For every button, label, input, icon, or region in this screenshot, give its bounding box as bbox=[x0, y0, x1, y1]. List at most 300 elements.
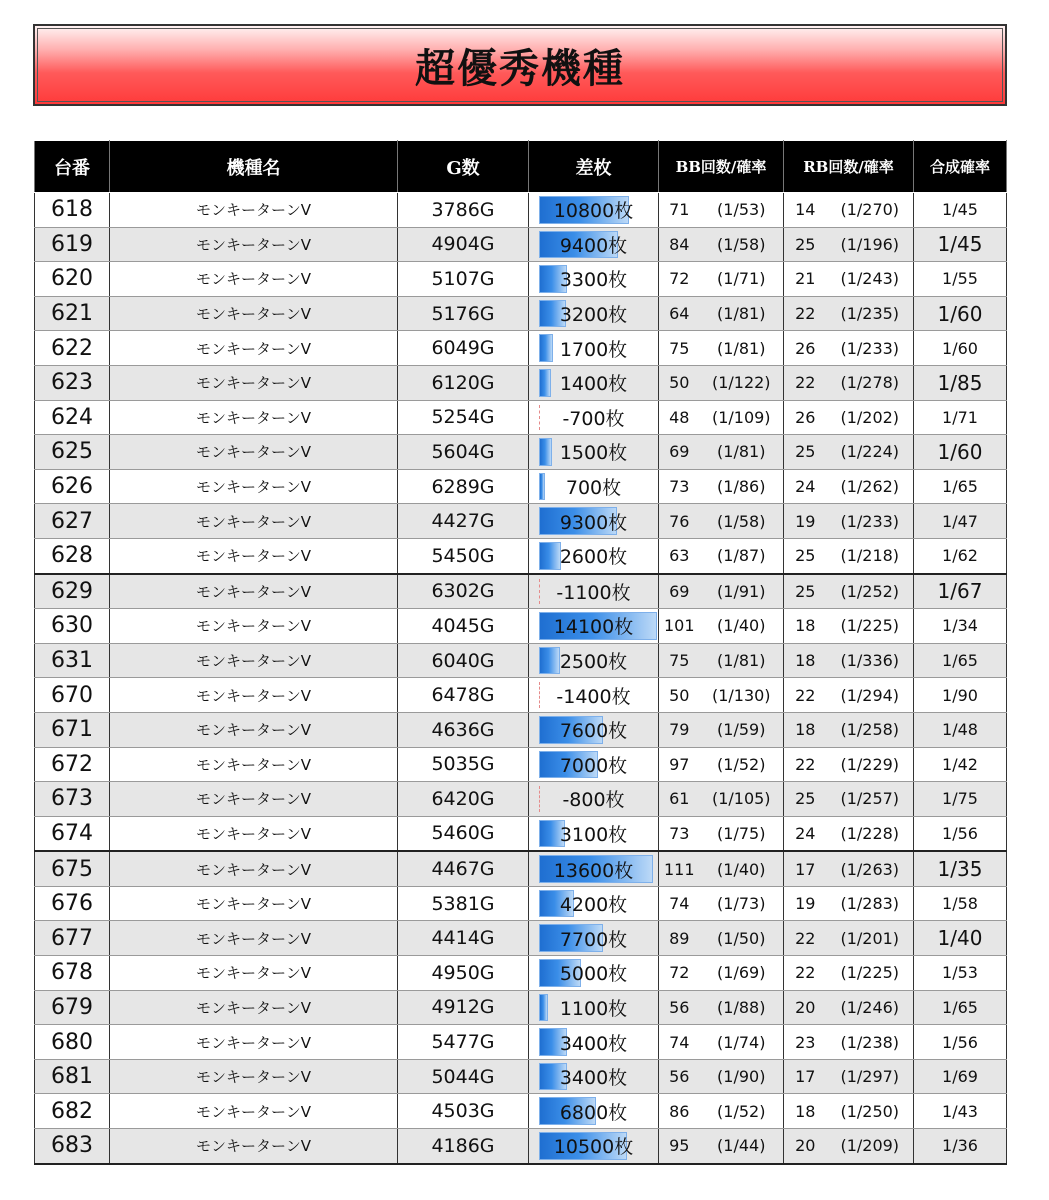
game-count-cell: 6049G bbox=[398, 331, 529, 366]
coin-diff-cell bbox=[529, 365, 659, 400]
machine-number-cell: 676 bbox=[35, 886, 110, 921]
game-count-cell: 6302G bbox=[398, 574, 529, 609]
bb-probability-cell: (1/44) bbox=[700, 1129, 784, 1164]
bb-probability-cell: (1/91) bbox=[700, 574, 784, 609]
coin-diff-bar bbox=[539, 334, 553, 362]
coin-diff-cell bbox=[529, 678, 659, 713]
bb-count-cell: 56 bbox=[659, 1059, 700, 1094]
rb-count-cell: 22 bbox=[784, 956, 827, 991]
rb-count-cell: 23 bbox=[784, 1025, 827, 1060]
rb-probability-cell: (1/209) bbox=[827, 1129, 914, 1164]
machine-number-cell: 620 bbox=[35, 262, 110, 297]
rb-count-cell: 26 bbox=[784, 400, 827, 435]
machine-name-cell: モンキーターンV bbox=[110, 296, 398, 331]
header-bb: BB回数/確率 bbox=[659, 141, 784, 193]
machine-name-cell: モンキーターンV bbox=[110, 262, 398, 297]
machine-number-cell: 626 bbox=[35, 469, 110, 504]
machine-name-cell: モンキーターンV bbox=[110, 1094, 398, 1129]
machine-number-cell: 627 bbox=[35, 504, 110, 539]
bb-count-cell: 74 bbox=[659, 886, 700, 921]
bb-probability-cell: (1/40) bbox=[700, 609, 784, 644]
coin-diff-text: -800枚 bbox=[562, 789, 625, 812]
table-row bbox=[35, 193, 1007, 228]
bb-probability-cell: (1/58) bbox=[700, 227, 784, 262]
machine-number-cell: 677 bbox=[35, 921, 110, 956]
coin-diff-text: -700枚 bbox=[562, 407, 625, 430]
game-count-cell: 5450G bbox=[398, 538, 529, 573]
combined-probability-cell: 1/35 bbox=[914, 851, 1007, 886]
rb-count-cell: 22 bbox=[784, 365, 827, 400]
coin-diff-text: 14100枚 bbox=[553, 616, 634, 639]
machine-number-cell: 630 bbox=[35, 609, 110, 644]
table-row bbox=[35, 538, 1007, 573]
machine-number-cell: 680 bbox=[35, 1025, 110, 1060]
coin-diff-bar bbox=[539, 438, 552, 466]
rb-probability-cell: (1/243) bbox=[827, 262, 914, 297]
bb-count-cell: 73 bbox=[659, 469, 700, 504]
table-row bbox=[35, 574, 1007, 609]
bb-probability-cell: (1/130) bbox=[700, 678, 784, 713]
coin-diff-cell bbox=[529, 538, 659, 573]
rb-probability-cell: (1/225) bbox=[827, 956, 914, 991]
rb-probability-cell: (1/228) bbox=[827, 816, 914, 851]
table-row bbox=[35, 816, 1007, 851]
bb-probability-cell: (1/81) bbox=[700, 331, 784, 366]
rb-probability-cell: (1/235) bbox=[827, 296, 914, 331]
bb-count-cell: 63 bbox=[659, 538, 700, 573]
coin-diff-cell bbox=[529, 886, 659, 921]
machine-number-cell: 670 bbox=[35, 678, 110, 713]
machine-number-cell: 671 bbox=[35, 712, 110, 747]
rb-count-cell: 19 bbox=[784, 886, 827, 921]
bb-count-cell: 84 bbox=[659, 227, 700, 262]
combined-probability-cell: 1/65 bbox=[914, 643, 1007, 678]
table-row bbox=[35, 469, 1007, 504]
game-count-cell: 4904G bbox=[398, 227, 529, 262]
bb-probability-cell: (1/74) bbox=[700, 1025, 784, 1060]
coin-diff-text: 13600枚 bbox=[553, 859, 634, 882]
bb-probability-cell: (1/75) bbox=[700, 816, 784, 851]
rb-probability-cell: (1/225) bbox=[827, 609, 914, 644]
machine-number-cell: 672 bbox=[35, 747, 110, 782]
coin-diff-text: 3400枚 bbox=[559, 1067, 628, 1090]
machine-number-cell: 623 bbox=[35, 365, 110, 400]
coin-diff-text: 7000枚 bbox=[559, 754, 628, 777]
combined-probability-cell: 1/60 bbox=[914, 435, 1007, 470]
coin-diff-cell bbox=[529, 956, 659, 991]
rb-probability-cell: (1/258) bbox=[827, 712, 914, 747]
machine-name-cell: モンキーターンV bbox=[110, 816, 398, 851]
rb-count-cell: 18 bbox=[784, 1094, 827, 1129]
table-row bbox=[35, 609, 1007, 644]
combined-probability-cell: 1/40 bbox=[914, 921, 1007, 956]
coin-diff-cell bbox=[529, 435, 659, 470]
table-row bbox=[35, 400, 1007, 435]
combined-probability-cell: 1/71 bbox=[914, 400, 1007, 435]
combined-probability-cell: 1/34 bbox=[914, 609, 1007, 644]
rb-count-cell: 26 bbox=[784, 331, 827, 366]
bb-probability-cell: (1/69) bbox=[700, 956, 784, 991]
bb-probability-cell: (1/81) bbox=[700, 296, 784, 331]
coin-diff-text: 3300枚 bbox=[559, 269, 628, 292]
combined-probability-cell: 1/56 bbox=[914, 816, 1007, 851]
coin-diff-cell bbox=[529, 1025, 659, 1060]
header-no: 台番 bbox=[35, 141, 110, 193]
combined-probability-cell: 1/56 bbox=[914, 1025, 1007, 1060]
bb-count-cell: 76 bbox=[659, 504, 700, 539]
coin-diff-cell bbox=[529, 227, 659, 262]
coin-diff-cell bbox=[529, 816, 659, 851]
game-count-cell: 6040G bbox=[398, 643, 529, 678]
rb-probability-cell: (1/201) bbox=[827, 921, 914, 956]
coin-diff-text: 4200枚 bbox=[559, 894, 628, 917]
bb-probability-cell: (1/50) bbox=[700, 921, 784, 956]
machine-name-cell: モンキーターンV bbox=[110, 435, 398, 470]
machine-number-cell: 621 bbox=[35, 296, 110, 331]
combined-probability-cell: 1/75 bbox=[914, 782, 1007, 817]
machine-number-cell: 619 bbox=[35, 227, 110, 262]
machine-number-cell: 622 bbox=[35, 331, 110, 366]
machine-name-cell: モンキーターンV bbox=[110, 782, 398, 817]
rb-count-cell: 25 bbox=[784, 782, 827, 817]
machine-name-cell: モンキーターンV bbox=[110, 1129, 398, 1164]
rb-count-cell: 22 bbox=[784, 678, 827, 713]
table-row bbox=[35, 1025, 1007, 1060]
table-row bbox=[35, 1059, 1007, 1094]
bb-probability-cell: (1/86) bbox=[700, 469, 784, 504]
machine-name-cell: モンキーターンV bbox=[110, 851, 398, 886]
game-count-cell: 5176G bbox=[398, 296, 529, 331]
game-count-cell: 4045G bbox=[398, 609, 529, 644]
header-games: G数 bbox=[398, 141, 529, 193]
bb-probability-cell: (1/122) bbox=[700, 365, 784, 400]
bb-count-cell: 73 bbox=[659, 816, 700, 851]
combined-probability-cell: 1/58 bbox=[914, 886, 1007, 921]
coin-diff-text: 1700枚 bbox=[559, 338, 628, 361]
combined-probability-cell: 1/45 bbox=[914, 193, 1007, 228]
combined-probability-cell: 1/60 bbox=[914, 331, 1007, 366]
machine-number-cell: 678 bbox=[35, 956, 110, 991]
header-row bbox=[35, 141, 1007, 193]
table-row bbox=[35, 1094, 1007, 1129]
coin-diff-bar bbox=[539, 542, 561, 570]
coin-diff-cell bbox=[529, 296, 659, 331]
game-count-cell: 4414G bbox=[398, 921, 529, 956]
rb-count-cell: 22 bbox=[784, 296, 827, 331]
combined-probability-cell: 1/36 bbox=[914, 1129, 1007, 1164]
rb-count-cell: 24 bbox=[784, 469, 827, 504]
game-count-cell: 4636G bbox=[398, 712, 529, 747]
coin-diff-negative-marker bbox=[539, 786, 540, 812]
table-row bbox=[35, 747, 1007, 782]
bb-count-cell: 50 bbox=[659, 365, 700, 400]
coin-diff-cell bbox=[529, 921, 659, 956]
machine-number-cell: 625 bbox=[35, 435, 110, 470]
coin-diff-cell bbox=[529, 262, 659, 297]
coin-diff-text: 700枚 bbox=[565, 477, 622, 500]
bb-probability-cell: (1/105) bbox=[700, 782, 784, 817]
table-body bbox=[35, 193, 1007, 1164]
table-row bbox=[35, 921, 1007, 956]
page-title: 超優秀機種 bbox=[415, 45, 625, 92]
combined-probability-cell: 1/85 bbox=[914, 365, 1007, 400]
game-count-cell: 6289G bbox=[398, 469, 529, 504]
machine-name-cell: モンキーターンV bbox=[110, 504, 398, 539]
table-row bbox=[35, 331, 1007, 366]
coin-diff-cell bbox=[529, 574, 659, 609]
bb-probability-cell: (1/52) bbox=[700, 1094, 784, 1129]
game-count-cell: 5381G bbox=[398, 886, 529, 921]
bb-probability-cell: (1/109) bbox=[700, 400, 784, 435]
bb-probability-cell: (1/52) bbox=[700, 747, 784, 782]
coin-diff-text: 1500枚 bbox=[559, 442, 628, 465]
coin-diff-text: 9300枚 bbox=[559, 511, 628, 534]
combined-probability-cell: 1/55 bbox=[914, 262, 1007, 297]
coin-diff-text: 10500枚 bbox=[553, 1136, 634, 1159]
coin-diff-cell bbox=[529, 400, 659, 435]
coin-diff-text: 1100枚 bbox=[559, 997, 628, 1020]
coin-diff-cell bbox=[529, 1129, 659, 1164]
machine-number-cell: 631 bbox=[35, 643, 110, 678]
rb-probability-cell: (1/229) bbox=[827, 747, 914, 782]
coin-diff-cell bbox=[529, 990, 659, 1025]
bb-count-cell: 75 bbox=[659, 643, 700, 678]
machine-name-cell: モンキーターンV bbox=[110, 331, 398, 366]
combined-probability-cell: 1/69 bbox=[914, 1059, 1007, 1094]
machine-name-cell: モンキーターンV bbox=[110, 678, 398, 713]
rb-probability-cell: (1/224) bbox=[827, 435, 914, 470]
bb-probability-cell: (1/87) bbox=[700, 538, 784, 573]
header-rb: RB回数/確率 bbox=[784, 141, 914, 193]
table-row bbox=[35, 956, 1007, 991]
machine-name-cell: モンキーターンV bbox=[110, 990, 398, 1025]
table-row bbox=[35, 435, 1007, 470]
coin-diff-cell bbox=[529, 193, 659, 228]
rb-probability-cell: (1/218) bbox=[827, 538, 914, 573]
rb-probability-cell: (1/294) bbox=[827, 678, 914, 713]
machine-name-cell: モンキーターンV bbox=[110, 609, 398, 644]
table-row bbox=[35, 712, 1007, 747]
machine-number-cell: 618 bbox=[35, 193, 110, 228]
bb-count-cell: 61 bbox=[659, 782, 700, 817]
combined-probability-cell: 1/65 bbox=[914, 990, 1007, 1025]
rb-probability-cell: (1/233) bbox=[827, 331, 914, 366]
coin-diff-text: 7700枚 bbox=[559, 928, 628, 951]
rb-count-cell: 18 bbox=[784, 643, 827, 678]
coin-diff-cell bbox=[529, 782, 659, 817]
header-diff: 差枚 bbox=[529, 141, 659, 193]
bb-count-cell: 69 bbox=[659, 574, 700, 609]
machine-number-cell: 674 bbox=[35, 816, 110, 851]
machine-name-cell: モンキーターンV bbox=[110, 1059, 398, 1094]
rb-count-cell: 24 bbox=[784, 816, 827, 851]
table-row bbox=[35, 782, 1007, 817]
game-count-cell: 4467G bbox=[398, 851, 529, 886]
coin-diff-cell bbox=[529, 504, 659, 539]
machine-number-cell: 628 bbox=[35, 538, 110, 573]
combined-probability-cell: 1/67 bbox=[914, 574, 1007, 609]
table-row bbox=[35, 643, 1007, 678]
coin-diff-text: 3400枚 bbox=[559, 1032, 628, 1055]
table-row bbox=[35, 504, 1007, 539]
combined-probability-cell: 1/45 bbox=[914, 227, 1007, 262]
coin-diff-text: -1100枚 bbox=[556, 581, 631, 604]
rb-probability-cell: (1/250) bbox=[827, 1094, 914, 1129]
coin-diff-negative-marker bbox=[539, 682, 540, 708]
bb-count-cell: 97 bbox=[659, 747, 700, 782]
machine-name-cell: モンキーターンV bbox=[110, 365, 398, 400]
coin-diff-text: 5000枚 bbox=[559, 963, 628, 986]
bb-count-cell: 56 bbox=[659, 990, 700, 1025]
rb-probability-cell: (1/263) bbox=[827, 851, 914, 886]
rb-probability-cell: (1/270) bbox=[827, 193, 914, 228]
machine-name-cell: モンキーターンV bbox=[110, 747, 398, 782]
combined-probability-cell: 1/62 bbox=[914, 538, 1007, 573]
game-count-cell: 4503G bbox=[398, 1094, 529, 1129]
game-count-cell: 5477G bbox=[398, 1025, 529, 1060]
machine-name-cell: モンキーターンV bbox=[110, 1025, 398, 1060]
coin-diff-text: 3100枚 bbox=[559, 823, 628, 846]
bb-probability-cell: (1/81) bbox=[700, 643, 784, 678]
machine-number-cell: 673 bbox=[35, 782, 110, 817]
coin-diff-text: 10800枚 bbox=[553, 200, 634, 223]
table-row bbox=[35, 678, 1007, 713]
rb-count-cell: 25 bbox=[784, 435, 827, 470]
coin-diff-negative-marker bbox=[539, 579, 540, 605]
coin-diff-bar bbox=[539, 369, 551, 397]
rb-probability-cell: (1/283) bbox=[827, 886, 914, 921]
combined-probability-cell: 1/42 bbox=[914, 747, 1007, 782]
bb-probability-cell: (1/88) bbox=[700, 990, 784, 1025]
coin-diff-text: 9400枚 bbox=[559, 234, 628, 257]
bb-probability-cell: (1/58) bbox=[700, 504, 784, 539]
rb-count-cell: 22 bbox=[784, 747, 827, 782]
coin-diff-cell bbox=[529, 747, 659, 782]
rb-probability-cell: (1/278) bbox=[827, 365, 914, 400]
game-count-cell: 6120G bbox=[398, 365, 529, 400]
rb-count-cell: 25 bbox=[784, 227, 827, 262]
results-table bbox=[34, 140, 1007, 1165]
bb-count-cell: 101 bbox=[659, 609, 700, 644]
machine-number-cell: 675 bbox=[35, 851, 110, 886]
rb-count-cell: 22 bbox=[784, 921, 827, 956]
bb-probability-cell: (1/71) bbox=[700, 262, 784, 297]
combined-probability-cell: 1/48 bbox=[914, 712, 1007, 747]
combined-probability-cell: 1/60 bbox=[914, 296, 1007, 331]
coin-diff-text: 1400枚 bbox=[559, 373, 628, 396]
rb-probability-cell: (1/238) bbox=[827, 1025, 914, 1060]
coin-diff-text: 6800枚 bbox=[559, 1101, 628, 1124]
table-row bbox=[35, 262, 1007, 297]
bb-count-cell: 71 bbox=[659, 193, 700, 228]
machine-number-cell: 629 bbox=[35, 574, 110, 609]
table-row bbox=[35, 990, 1007, 1025]
bb-count-cell: 74 bbox=[659, 1025, 700, 1060]
game-count-cell: 4950G bbox=[398, 956, 529, 991]
bb-count-cell: 95 bbox=[659, 1129, 700, 1164]
rb-probability-cell: (1/336) bbox=[827, 643, 914, 678]
table-row bbox=[35, 851, 1007, 886]
table-row bbox=[35, 296, 1007, 331]
rb-probability-cell: (1/196) bbox=[827, 227, 914, 262]
rb-probability-cell: (1/202) bbox=[827, 400, 914, 435]
game-count-cell: 5460G bbox=[398, 816, 529, 851]
machine-name-cell: モンキーターンV bbox=[110, 400, 398, 435]
coin-diff-cell bbox=[529, 1094, 659, 1129]
bb-count-cell: 75 bbox=[659, 331, 700, 366]
rb-count-cell: 18 bbox=[784, 609, 827, 644]
combined-probability-cell: 1/53 bbox=[914, 956, 1007, 991]
machine-name-cell: モンキーターンV bbox=[110, 643, 398, 678]
rb-probability-cell: (1/246) bbox=[827, 990, 914, 1025]
coin-diff-bar bbox=[539, 994, 548, 1022]
rb-probability-cell: (1/262) bbox=[827, 469, 914, 504]
coin-diff-negative-marker bbox=[539, 405, 540, 431]
table-row bbox=[35, 1129, 1007, 1164]
machine-name-cell: モンキーターンV bbox=[110, 956, 398, 991]
bb-count-cell: 79 bbox=[659, 712, 700, 747]
game-count-cell: 5604G bbox=[398, 435, 529, 470]
coin-diff-cell bbox=[529, 331, 659, 366]
rb-count-cell: 25 bbox=[784, 574, 827, 609]
bb-probability-cell: (1/59) bbox=[700, 712, 784, 747]
machine-number-cell: 683 bbox=[35, 1129, 110, 1164]
coin-diff-text: 7600枚 bbox=[559, 720, 628, 743]
coin-diff-cell bbox=[529, 851, 659, 886]
machine-name-cell: モンキーターンV bbox=[110, 538, 398, 573]
rb-count-cell: 25 bbox=[784, 538, 827, 573]
bb-count-cell: 89 bbox=[659, 921, 700, 956]
rb-count-cell: 19 bbox=[784, 504, 827, 539]
machine-number-cell: 682 bbox=[35, 1094, 110, 1129]
coin-diff-bar bbox=[539, 647, 560, 675]
machine-number-cell: 624 bbox=[35, 400, 110, 435]
coin-diff-text: -1400枚 bbox=[556, 685, 631, 708]
game-count-cell: 5254G bbox=[398, 400, 529, 435]
game-count-cell: 3786G bbox=[398, 193, 529, 228]
rb-probability-cell: (1/233) bbox=[827, 504, 914, 539]
bb-probability-cell: (1/81) bbox=[700, 435, 784, 470]
bb-count-cell: 64 bbox=[659, 296, 700, 331]
game-count-cell: 4912G bbox=[398, 990, 529, 1025]
rb-count-cell: 14 bbox=[784, 193, 827, 228]
rb-count-cell: 20 bbox=[784, 1129, 827, 1164]
combined-probability-cell: 1/65 bbox=[914, 469, 1007, 504]
rb-count-cell: 17 bbox=[784, 851, 827, 886]
rb-probability-cell: (1/257) bbox=[827, 782, 914, 817]
table-row bbox=[35, 886, 1007, 921]
bb-probability-cell: (1/90) bbox=[700, 1059, 784, 1094]
bb-count-cell: 72 bbox=[659, 956, 700, 991]
combined-probability-cell: 1/43 bbox=[914, 1094, 1007, 1129]
table-row bbox=[35, 227, 1007, 262]
machine-name-cell: モンキーターンV bbox=[110, 574, 398, 609]
machine-number-cell: 679 bbox=[35, 990, 110, 1025]
game-count-cell: 5107G bbox=[398, 262, 529, 297]
title-banner bbox=[33, 24, 1007, 106]
game-count-cell: 6420G bbox=[398, 782, 529, 817]
game-count-cell: 4186G bbox=[398, 1129, 529, 1164]
bb-probability-cell: (1/53) bbox=[700, 193, 784, 228]
bb-count-cell: 69 bbox=[659, 435, 700, 470]
bb-count-cell: 50 bbox=[659, 678, 700, 713]
rb-probability-cell: (1/297) bbox=[827, 1059, 914, 1094]
game-count-cell: 5044G bbox=[398, 1059, 529, 1094]
bb-count-cell: 86 bbox=[659, 1094, 700, 1129]
coin-diff-cell bbox=[529, 469, 659, 504]
header-total: 合成確率 bbox=[914, 141, 1007, 193]
coin-diff-text: 2500枚 bbox=[559, 651, 628, 674]
